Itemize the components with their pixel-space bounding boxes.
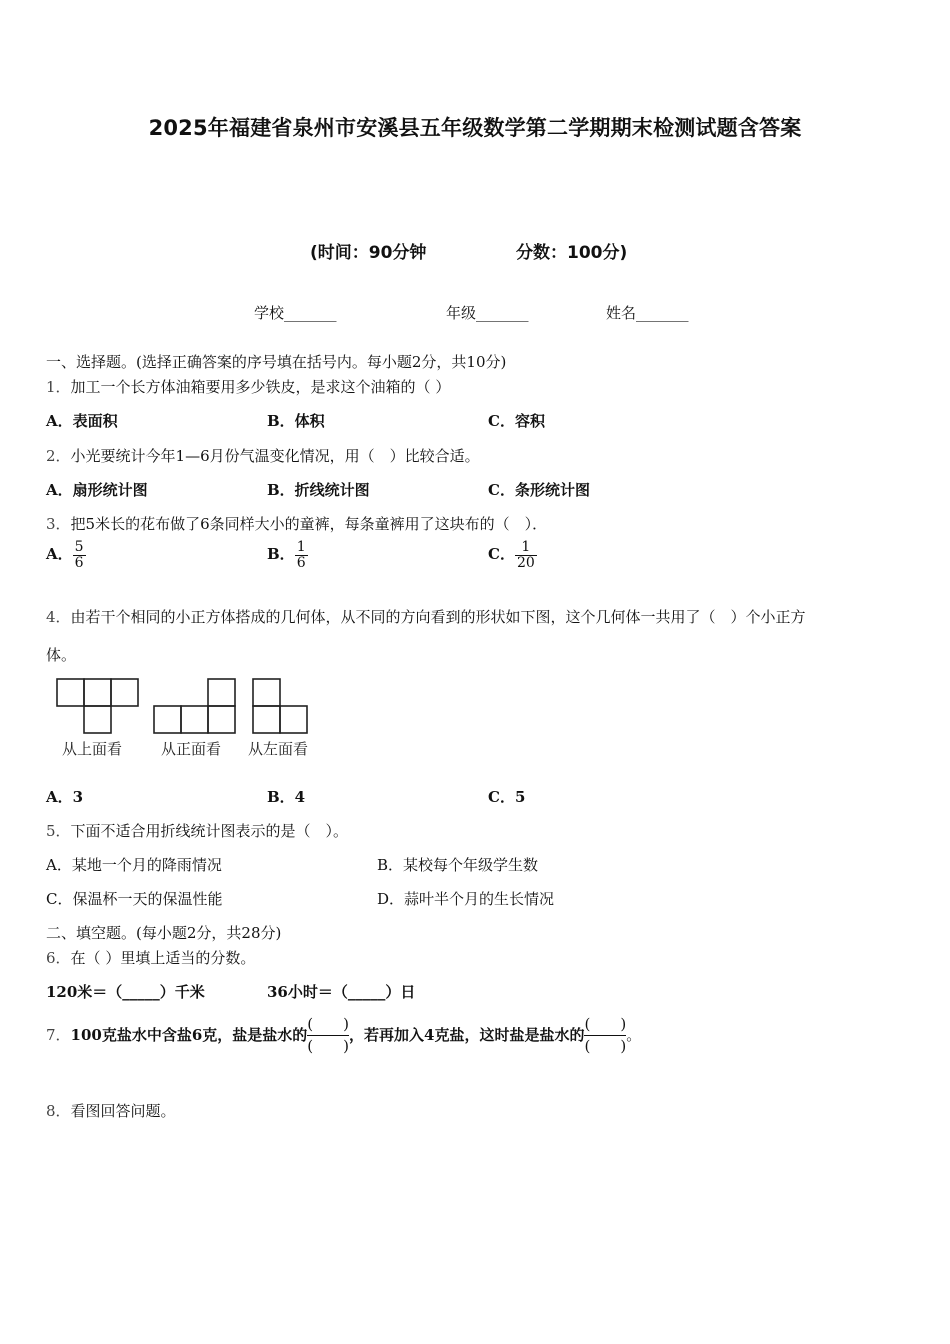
q7-blank-fraction-2[interactable] xyxy=(584,1014,626,1057)
question-8 xyxy=(46,1100,176,1121)
q3-option-c xyxy=(488,540,537,570)
question-2-text: 小光要统计今年1—6月份气温变化情况，用（ ）比较合适。 xyxy=(70,447,480,465)
fig-label-left: 从左面看 xyxy=(248,740,309,758)
fraction-numerator: 1 xyxy=(296,539,306,555)
q4-option-c: C．5 xyxy=(488,788,526,806)
question-1 xyxy=(46,376,450,397)
q7-blank-fraction-1[interactable] xyxy=(307,1014,349,1057)
q3-option-a xyxy=(46,540,86,570)
left-view-cube-2 xyxy=(253,706,280,733)
question-7-text-1: 100克盐水中含盐6克，盐是盐水的 xyxy=(70,1026,308,1044)
top-view-cube-3 xyxy=(111,679,138,706)
question-7-number: 7． xyxy=(46,1026,71,1044)
q5-option-d: D．蒜叶半个月的生长情况 xyxy=(377,890,555,908)
question-7-text-2: ，若再加入4克盐，这时盐是盐水的 xyxy=(349,1026,585,1044)
question-1-number: 1． xyxy=(46,378,71,396)
q4-option-b: B．4 xyxy=(267,788,306,806)
question-4-text: 由若干个相同的小正方体搭成的几何体，从不同的方向看到的形状如下图，这个几何体一共用了（ ）个小正方 xyxy=(70,608,806,626)
section1-heading: 一、选择题。(选择正确答案的序号填在括号内。每小题2分，共10分) xyxy=(46,353,507,371)
question-3 xyxy=(46,513,547,534)
fraction-numerator-blank: ( ) xyxy=(307,1015,350,1033)
q5-option-a: A．某地一个月的降雨情况 xyxy=(46,856,222,874)
fraction-denominator-blank: ( ) xyxy=(584,1037,627,1055)
question-7 xyxy=(46,1014,641,1057)
q1-option-a: A．表面积 xyxy=(46,412,118,430)
question-3-text: 把5米长的花布做了6条同样大小的童裤，每条童裤用了这块布的（ ）． xyxy=(70,515,548,533)
fraction-numerator-blank: ( ) xyxy=(584,1015,627,1033)
front-view-cube-3 xyxy=(208,706,235,733)
front-view-cube-4 xyxy=(208,679,235,706)
question-5-text: 下面不适合用折线统计图表示的是（ ）。 xyxy=(70,822,349,840)
front-view-cube-2 xyxy=(181,706,208,733)
school-field: 学校_______ xyxy=(254,304,337,322)
q2-option-b: B．折线统计图 xyxy=(267,481,370,499)
question-5-number: 5． xyxy=(46,822,71,840)
question-7-text-3: 。 xyxy=(626,1026,642,1044)
fig-label-top: 从上面看 xyxy=(62,740,123,758)
left-view-cube-1 xyxy=(253,679,280,706)
grade-field: 年级_______ xyxy=(446,304,529,322)
fraction-denominator: 6 xyxy=(296,554,306,571)
fraction-numerator: 1 xyxy=(521,539,531,555)
q4-option-a: A．3 xyxy=(46,788,84,806)
q5-option-c: C．保温杯一天的保温性能 xyxy=(46,890,223,908)
top-view-cube-2 xyxy=(84,679,111,706)
question-5 xyxy=(46,820,348,841)
q2-option-c: C．条形统计图 xyxy=(488,481,590,499)
fraction-numerator: 5 xyxy=(74,539,84,555)
front-view-cube-1 xyxy=(154,706,181,733)
question-3-number: 3． xyxy=(46,515,71,533)
top-view-cube-4 xyxy=(84,706,111,733)
question-8-text: 看图回答问题。 xyxy=(70,1102,176,1120)
question-6 xyxy=(46,947,255,968)
question-2-number: 2． xyxy=(46,447,71,465)
q1-option-c: C．容积 xyxy=(488,412,545,430)
top-view-cube-1 xyxy=(57,679,84,706)
question-1-text: 加工一个长方体油箱要用多少铁皮，是求这个油箱的（ ） xyxy=(70,378,451,396)
document-title: 2025年福建省泉州市安溪县五年级数学第二学期期末检测试题含答案 xyxy=(148,116,802,140)
q6-item-2: 36小时＝（_____）日 xyxy=(267,983,416,1001)
q3-option-a-fraction xyxy=(73,540,86,570)
section2-heading: 二、填空题。(每小题2分，共28分) xyxy=(46,924,282,942)
q5-option-b: B．某校每个年级学生数 xyxy=(377,856,539,874)
fraction-denominator: 20 xyxy=(516,554,535,571)
question-8-number: 8． xyxy=(46,1102,71,1120)
question-2 xyxy=(46,445,480,466)
question-4-number: 4． xyxy=(46,608,71,626)
fig-label-front: 从正面看 xyxy=(161,740,222,758)
q4-views-figure xyxy=(50,676,320,736)
question-4-line2: 体。 xyxy=(46,646,77,664)
exam-score: 分数：100分) xyxy=(516,243,628,263)
q2-option-a: A．扇形统计图 xyxy=(46,481,148,499)
left-view-cube-3 xyxy=(280,706,307,733)
q3-option-c-label: C． xyxy=(488,545,515,564)
fraction-denominator-blank: ( ) xyxy=(307,1037,350,1055)
q1-option-b: B．体积 xyxy=(267,412,325,430)
fraction-denominator: 6 xyxy=(74,554,84,571)
q3-option-b-fraction xyxy=(295,540,308,570)
q3-option-a-label: A． xyxy=(46,545,73,564)
q3-option-c-fraction xyxy=(515,540,537,570)
question-4-line1 xyxy=(46,606,806,627)
question-6-text: 在（ ）里填上适当的分数。 xyxy=(70,949,256,967)
q3-option-b xyxy=(267,540,308,570)
q6-item-1: 120米＝（_____）千米 xyxy=(46,983,205,1001)
exam-time: (时间：90分钟 xyxy=(310,243,427,263)
q3-option-b-label: B． xyxy=(267,545,295,564)
name-field: 姓名_______ xyxy=(606,304,689,322)
question-6-number: 6． xyxy=(46,949,71,967)
